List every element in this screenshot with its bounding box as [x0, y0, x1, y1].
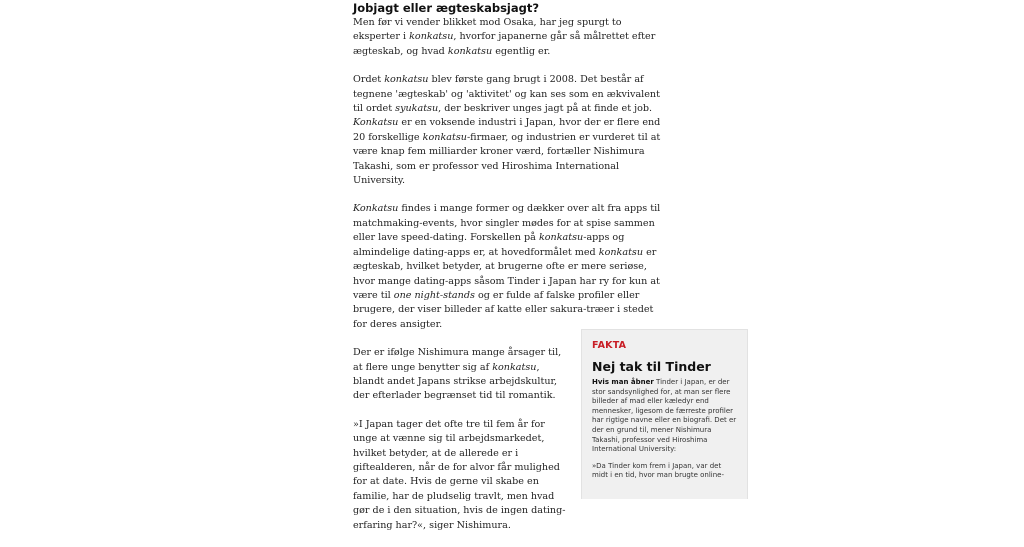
- italic-term: konkatsu: [409, 31, 454, 43]
- section-heading: Jobjagt eller ægteskabsjagt?: [353, 1, 540, 15]
- italic-term: Konkatsu: [353, 203, 399, 215]
- fact-label: FAKTA: [592, 340, 627, 351]
- italic-term: konkatsu: [598, 246, 644, 258]
- text-run: og er fulde af falske profiler eller brugere, der viser billeder af katte eller sakura-træer i stedet for deres ansigter.: [353, 289, 654, 330]
- fact-paragraph-1: [592, 378, 737, 455]
- text-run: -apps og almindelige dating-apps er, at hovedformålet med: [353, 232, 625, 258]
- italic-term: konkatsu: [492, 361, 537, 373]
- text-run: Der er ifølge Nishimura mange årsager til, at flere unge benytter sig af: [353, 347, 562, 373]
- fact-text-1: Tinder i Japan, er der stor sandsynlighed for, at man ser flere billeder af mad eller kæledyr end mennesker, ligesom de færreste profiler har rigtige navne eller en biografi. Det er der en grund til, mener Nishimura Takashi, professor ved Hiroshima International University:: [592, 378, 737, 454]
- text-run: egentlig er.: [492, 45, 551, 57]
- text-run: blev første gang brugt i 2008. Det består af tegnene 'ægteskab' og 'aktivitet' og kan ses som en ækvivalent til ordet: [353, 74, 660, 115]
- text-run: Men før vi vender blikket mod Osaka, har jeg spurgt to eksperter i: [353, 17, 622, 43]
- text-run: er en voksende industri i Japan, hvor der er flere end 20 forskellige: [353, 117, 661, 143]
- fact-paragraph-2: »Da Tinder kom frem i Japan, var det midt i en tid, hvor man brugte online-: [592, 461, 724, 480]
- text-run: er ægteskab, hvilket betyder, at brugerne ofte er mere seriøse, hvor mange dating-apps såsom Tinder i Japan har ry for kun at være til: [353, 246, 660, 301]
- italic-term: konkatsu: [384, 74, 429, 86]
- paragraph-5: [353, 418, 571, 533]
- fact-title: Nej tak til Tinder: [592, 359, 711, 374]
- fact-body: [592, 378, 737, 481]
- paragraph-1: [353, 16, 663, 59]
- text-run: -firmaer, og industrien er vurderet til at være knap fem milliarder kroner værd, fortæller Nishimura Takashi, som er professor ved Hiroshima International University.: [353, 131, 661, 187]
- fact-box: [581, 329, 748, 499]
- text-run: Ordet: [353, 74, 385, 86]
- italic-term: syukatsu: [395, 103, 439, 115]
- italic-term: konkatsu: [447, 45, 493, 57]
- fact-lead: Hvis man åbner: [592, 378, 654, 386]
- paragraph-4: [353, 346, 571, 404]
- italic-term: konkatsu: [422, 131, 467, 143]
- italic-term: one night-stands: [393, 289, 475, 301]
- text-run: findes i mange former og dækker over alt fra apps til matchmaking-events, hvor singler mødes for at spise sammen eller lave speed-dating. Forskellen på: [353, 203, 661, 244]
- text-run: , der beskriver unges jagt på at finde et job.: [438, 103, 653, 115]
- italic-term: konkatsu: [538, 232, 584, 244]
- paragraph-2: [353, 73, 663, 188]
- text-run: »I Japan tager det ofte tre til fem år for unge at vænne sig til arbejdsmarkedet, hvilket betyder, at de allerede er i giftealderen, når de for alvor får mulighed for at date. Hvis de gerne vil skabe en familie, har de pludselig travlt, men hvad gør de i den situation, hvis de ingen dating-erfaring har?«, siger Nishimura.: [353, 418, 566, 531]
- italic-term: Konkatsu: [353, 117, 399, 129]
- paragraph-3: [353, 202, 663, 332]
- text-run: , hvorfor japanerne går så målrettet efter ægteskab, og hvad: [353, 31, 656, 57]
- text-run: , blandt andet Japans strikse arbejdskultur, der efterlader begrænset tid til romantik.: [353, 361, 558, 402]
